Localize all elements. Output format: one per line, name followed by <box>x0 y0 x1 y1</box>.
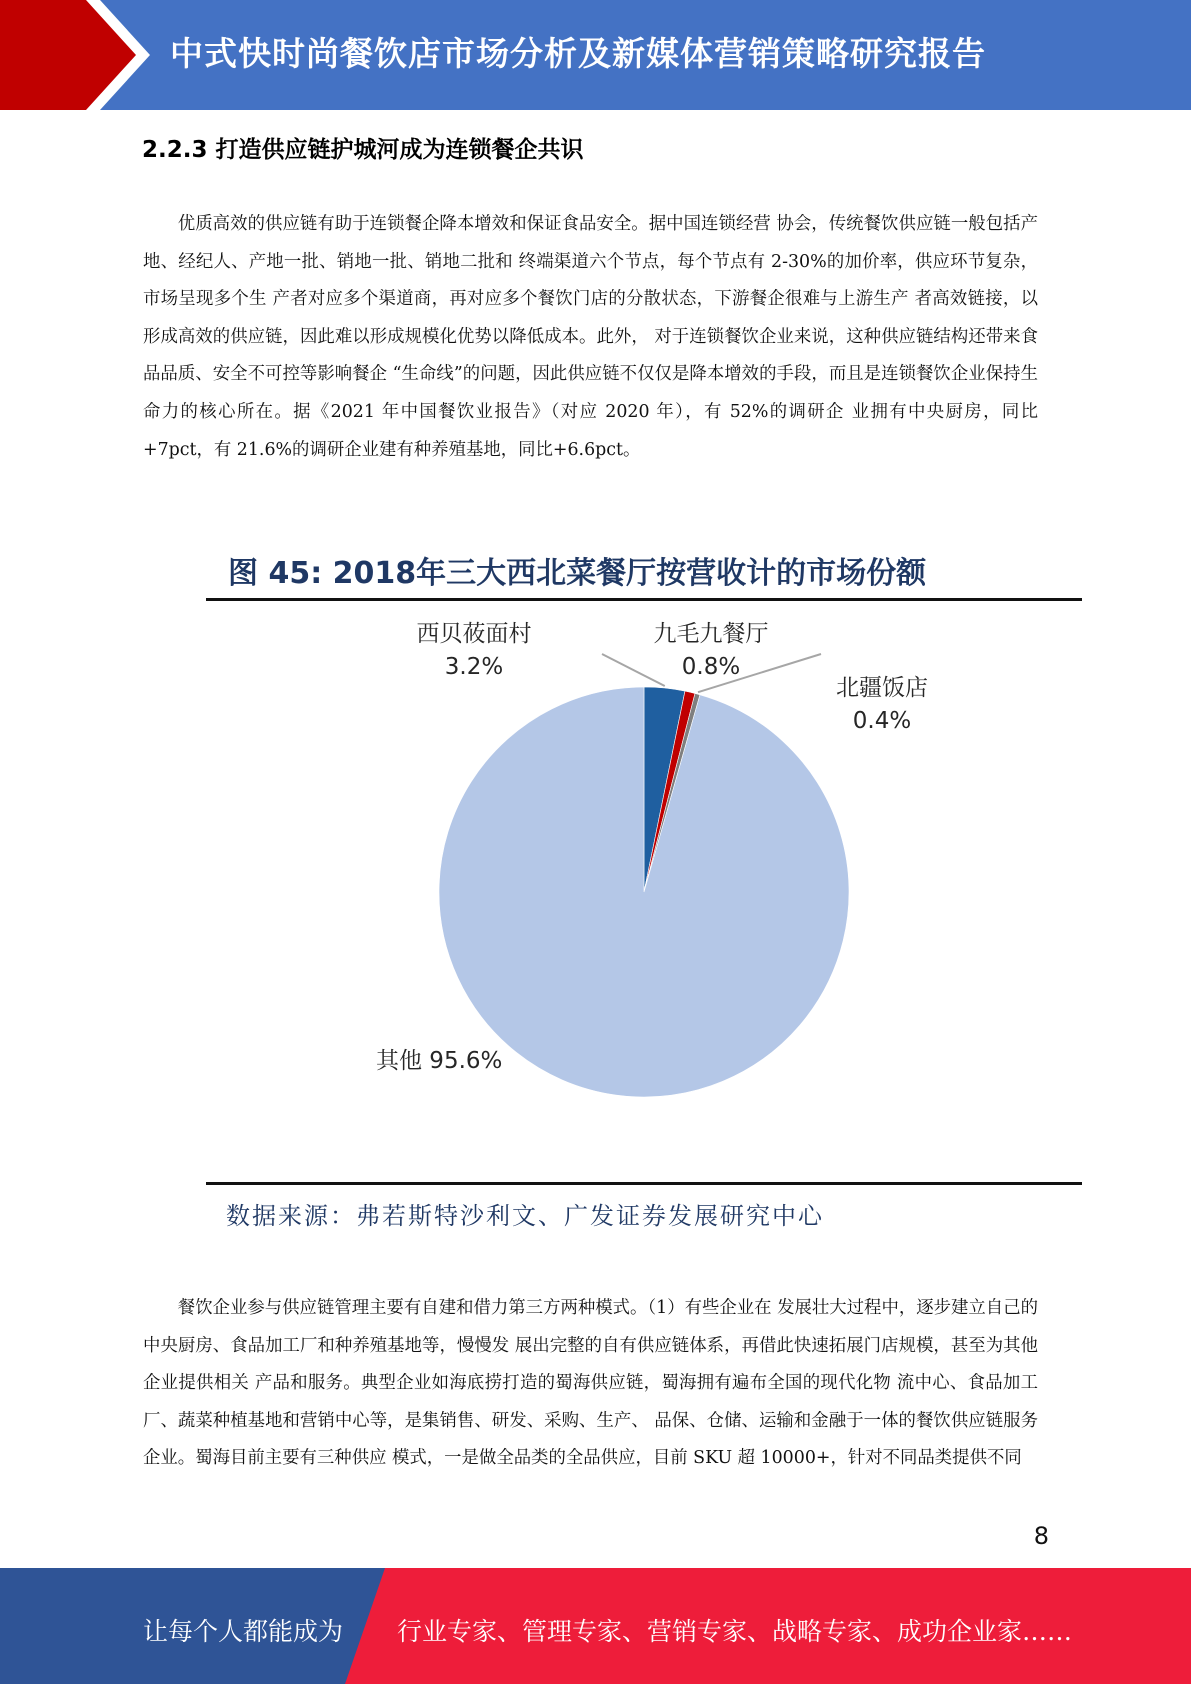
figure-bottom-rule <box>206 1182 1082 1185</box>
pie-label-name-1: 九毛九餐厅 <box>653 621 769 647</box>
pie-label-value-0: 3.2% <box>444 654 504 680</box>
pie-label-value-1: 0.8% <box>681 654 741 680</box>
header-title: 中式快时尚餐饮店市场分析及新媒体营销策略研究报告 <box>170 34 986 73</box>
pie-slice-3 <box>439 687 849 1097</box>
body-paragraph-1: 优质高效的供应链有助于连锁餐企降本增效和保证食品安全。据中国连锁经营 协会，传统餐饮供应链一般包括产地、经纪人、产地一批、销地一批、销地二批和 终端渠道六个节点，每个节点有 2-30%的加价率，供应环节复杂，市场呈现多个生 产者对应多个渠道商，再对应多个餐饮门店的分散状态，下游餐企很难与上游生产 者高效链接，以形成高效的供应链，因此难以形成规模化优势以降低成本。此外， 对于连锁餐饮企业来说，这种供应链结构还带来食品品质、安全不可控等影响餐企 “生命线”的问题，因此供应链不仅仅是降本增效的手段，而且是连锁餐饮企业保持生 命力的核心所在。据《2021 年中国餐饮业报告》（对应 2020 年），有 52%的调研企 业拥有中央厨房，同比+7pct，有 21.6%的调研企业建有种养殖基地，同比+6.6pct。 <box>143 214 1038 460</box>
figure-top-rule <box>206 598 1082 601</box>
pie-label-name-0: 西贝莜面村 <box>416 621 532 647</box>
section-heading: 2.2.3 打造供应链护城河成为连锁餐企共识 <box>142 137 584 163</box>
footer-slogan-left: 让每个人都能成为 <box>143 1617 344 1646</box>
footer-slogan-right: 行业专家、管理专家、营销专家、战略专家、成功企业家…… <box>397 1617 1073 1646</box>
page-number: 8 <box>1033 1522 1049 1550</box>
pie-label-3: 其他 95.6% <box>376 1048 503 1074</box>
figure-source-note: 数据来源：弗若斯特沙利文、广发证券发展研究中心 <box>226 1202 824 1230</box>
pie-chart <box>206 602 1082 1182</box>
pie-label-name-2: 北疆饭店 <box>836 675 928 701</box>
header-banner <box>0 0 1191 110</box>
body-paragraph-2: 餐饮企业参与供应链管理主要有自建和借力第三方两种模式。（1）有些企业在 发展壮大过程中，逐步建立自己的中央厨房、食品加工厂和种养殖基地等，慢慢发 展出完整的自有供应链体系，再借此快速拓展门店规模，甚至为其他企业提供相关 产品和服务。典型企业如海底捞打造的蜀海供应链，蜀海拥有遍布全国的现代化物 流中心、食品加工厂、蔬菜种植基地和营销中心等，是集销售、研发、采购、生产、 品保、仓储、运输和金融于一体的餐饮供应链服务企业。蜀海目前主要有三种供应 模式，一是做全品类的全品供应，目前 SKU 超 10000+，针对不同品类提供不同 <box>143 1298 1038 1469</box>
header-chevron-icon <box>0 0 160 110</box>
pie-label-value-2: 0.4% <box>852 708 912 734</box>
footer-banner <box>0 1568 1191 1684</box>
pie-leader-line-0 <box>602 654 665 686</box>
figure-title: 图 45: 2018年三大西北菜餐厅按营收计的市场份额 <box>228 556 927 591</box>
